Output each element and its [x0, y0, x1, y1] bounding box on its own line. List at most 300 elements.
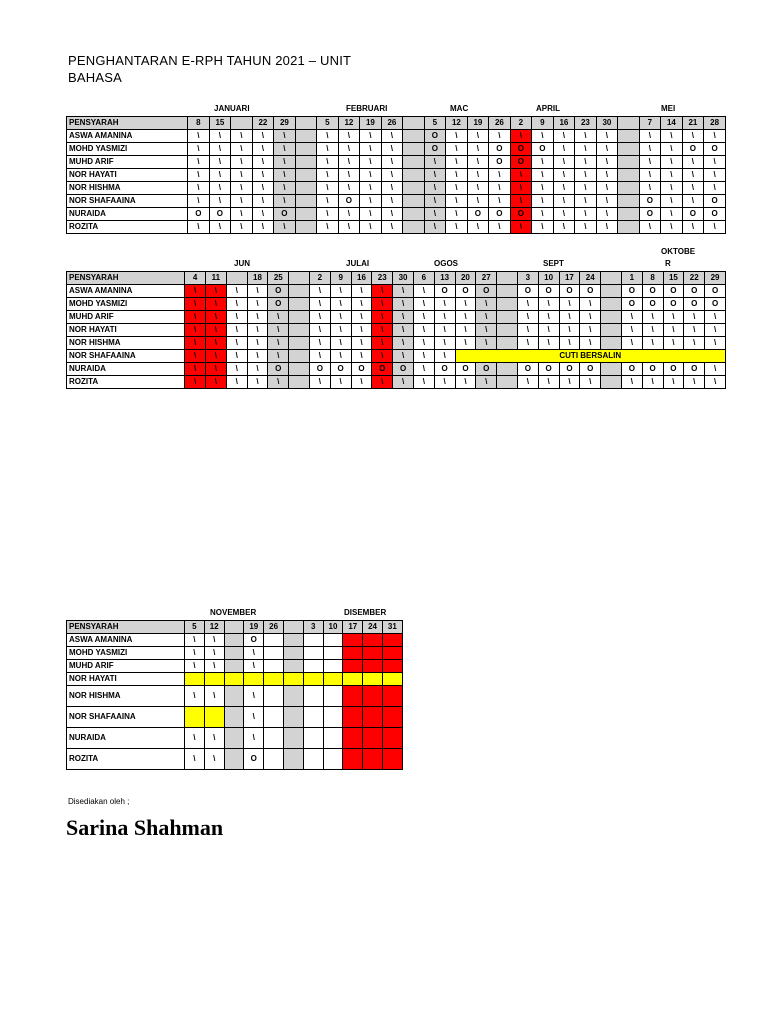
submission-cell: \	[682, 130, 704, 143]
submission-cell: \	[553, 143, 575, 156]
submission-cell	[185, 707, 205, 728]
submission-cell: \	[247, 363, 268, 376]
month-label: OKTOBE	[661, 247, 696, 256]
submission-cell: \	[231, 143, 253, 156]
submission-cell: \	[575, 143, 597, 156]
month-label: MAC	[450, 104, 469, 113]
submission-cell: \	[205, 363, 226, 376]
date-header-cell: 4	[185, 272, 206, 285]
submission-cell	[303, 707, 323, 728]
submission-cell: \	[596, 208, 618, 221]
submission-cell: \	[684, 324, 705, 337]
submission-cell	[382, 686, 402, 707]
title-line-1: PENGHANTARAN E-RPH TAHUN 2021 – UNIT	[68, 53, 352, 68]
submission-cell: \	[553, 182, 575, 195]
submission-cell: \	[226, 324, 247, 337]
submission-cell: \	[360, 195, 382, 208]
submission-cell: \	[317, 143, 339, 156]
header-row	[67, 117, 726, 130]
submission-cell: \	[185, 285, 206, 298]
submission-cell: \	[553, 156, 575, 169]
submission-cell	[497, 363, 518, 376]
submission-cell	[601, 311, 622, 324]
submission-cell	[264, 686, 284, 707]
submission-cell	[303, 634, 323, 647]
submission-cell: O	[510, 143, 532, 156]
submission-cell: \	[351, 324, 372, 337]
submission-cell	[224, 634, 244, 647]
lecturer-name: NURAIDA	[67, 208, 188, 221]
submission-cell: \	[204, 660, 224, 673]
table-row	[67, 156, 726, 169]
submission-cell: \	[661, 208, 683, 221]
submission-cell: \	[274, 130, 296, 143]
submission-cell	[289, 324, 310, 337]
table-row	[67, 311, 726, 324]
submission-cell: \	[553, 169, 575, 182]
submission-cell: \	[330, 337, 351, 350]
submission-cell	[289, 311, 310, 324]
submission-cell: \	[188, 130, 210, 143]
submission-cell	[289, 350, 310, 363]
submission-cell: O	[455, 285, 476, 298]
submission-cell	[497, 376, 518, 389]
submission-cell	[303, 686, 323, 707]
submission-cell	[363, 634, 383, 647]
submission-cell	[295, 169, 317, 182]
table-row	[67, 376, 726, 389]
submission-cell	[382, 660, 402, 673]
submission-cell	[289, 337, 310, 350]
submission-cell: \	[372, 324, 393, 337]
submission-cell: \	[639, 221, 661, 234]
date-header-cell: 24	[363, 621, 383, 634]
submission-cell: \	[252, 169, 274, 182]
submission-cell: O	[559, 363, 580, 376]
submission-cell: \	[538, 311, 559, 324]
submission-cell	[601, 324, 622, 337]
submission-cell: \	[309, 350, 330, 363]
submission-cell: \	[244, 707, 264, 728]
submission-cell: O	[705, 298, 726, 311]
submission-cell: \	[467, 143, 489, 156]
submission-cell: \	[317, 208, 339, 221]
submission-cell: \	[553, 130, 575, 143]
leave-cell	[382, 673, 402, 686]
submission-cell	[601, 337, 622, 350]
submission-cell: \	[639, 182, 661, 195]
date-header-cell	[295, 117, 317, 130]
submission-cell: \	[580, 298, 601, 311]
submission-cell: \	[704, 182, 726, 195]
submission-cell: \	[188, 169, 210, 182]
submission-cell: O	[489, 156, 511, 169]
submission-cell: \	[467, 156, 489, 169]
submission-cell: \	[434, 376, 455, 389]
submission-cell	[363, 749, 383, 770]
date-header-cell: 19	[244, 621, 264, 634]
submission-cell	[403, 130, 425, 143]
submission-cell: \	[532, 208, 554, 221]
submission-cell	[403, 182, 425, 195]
submission-cell	[343, 686, 363, 707]
submission-cell: \	[226, 285, 247, 298]
submission-cell	[224, 707, 244, 728]
table3-month-headers	[66, 608, 402, 620]
submission-cell: O	[639, 208, 661, 221]
lecturer-name: ASWA AMANINA	[67, 285, 185, 298]
submission-cell: \	[663, 376, 684, 389]
submission-cell	[618, 130, 640, 143]
date-header-cell: 1	[621, 272, 642, 285]
schedule-table-3	[66, 620, 403, 770]
submission-cell: \	[596, 221, 618, 234]
signature-name: Sarina Shahman	[66, 815, 224, 840]
submission-cell: O	[621, 363, 642, 376]
submission-cell: \	[455, 298, 476, 311]
submission-cell	[264, 707, 284, 728]
submission-cell	[403, 156, 425, 169]
date-header-cell: 17	[343, 621, 363, 634]
submission-cell	[497, 285, 518, 298]
submission-cell	[618, 221, 640, 234]
table-row	[67, 707, 403, 728]
lecturer-name: NOR SHAFAAINA	[67, 707, 185, 728]
submission-cell	[343, 660, 363, 673]
submission-cell: \	[596, 169, 618, 182]
submission-cell: \	[559, 298, 580, 311]
date-header-cell: 16	[351, 272, 372, 285]
submission-cell: \	[381, 143, 403, 156]
submission-cell: \	[381, 221, 403, 234]
submission-cell: \	[338, 221, 360, 234]
submission-cell: \	[338, 182, 360, 195]
submission-cell: \	[517, 376, 538, 389]
submission-cell: \	[705, 311, 726, 324]
submission-cell: \	[393, 298, 414, 311]
submission-cell: \	[360, 208, 382, 221]
submission-cell: \	[338, 169, 360, 182]
submission-cell	[343, 749, 363, 770]
submission-cell	[363, 647, 383, 660]
date-header-cell: 7	[639, 117, 661, 130]
submission-cell: \	[553, 208, 575, 221]
submission-cell: \	[538, 376, 559, 389]
lecturer-name: NOR SHAFAAINA	[67, 195, 188, 208]
header-row	[67, 621, 403, 634]
submission-cell	[283, 707, 303, 728]
submission-cell	[283, 686, 303, 707]
submission-cell: O	[188, 208, 210, 221]
submission-cell: \	[231, 156, 253, 169]
submission-cell: \	[247, 376, 268, 389]
table-row	[67, 298, 726, 311]
submission-cell: \	[532, 130, 554, 143]
submission-cell: \	[413, 363, 434, 376]
submission-cell: O	[621, 298, 642, 311]
submission-cell: \	[413, 285, 434, 298]
submission-cell	[295, 130, 317, 143]
submission-cell: O	[510, 208, 532, 221]
submission-cell: \	[188, 143, 210, 156]
table-row	[67, 634, 403, 647]
submission-cell	[289, 298, 310, 311]
submission-cell: \	[252, 130, 274, 143]
submission-cell: \	[330, 298, 351, 311]
submission-cell: O	[682, 143, 704, 156]
submission-cell: O	[309, 363, 330, 376]
submission-cell: \	[424, 221, 446, 234]
date-header-cell: 30	[596, 117, 618, 130]
submission-cell: \	[413, 298, 434, 311]
submission-cell: \	[185, 660, 205, 673]
leave-cell	[204, 673, 224, 686]
submission-cell	[264, 749, 284, 770]
submission-cell: \	[351, 311, 372, 324]
date-header-cell: 25	[268, 272, 289, 285]
submission-cell	[289, 376, 310, 389]
leave-cell	[185, 673, 205, 686]
submission-cell: \	[510, 182, 532, 195]
submission-cell: \	[360, 143, 382, 156]
submission-cell: \	[476, 337, 497, 350]
header-label: PENSYARAH	[67, 621, 185, 634]
date-header-cell: 16	[553, 117, 575, 130]
submission-cell: \	[553, 221, 575, 234]
date-header-cell: 22	[684, 272, 705, 285]
date-header-cell: 27	[476, 272, 497, 285]
submission-cell: \	[231, 130, 253, 143]
document-title	[68, 52, 351, 86]
header-label: PENSYARAH	[67, 272, 185, 285]
submission-cell: \	[455, 337, 476, 350]
submission-cell: \	[510, 130, 532, 143]
lecturer-name: ASWA AMANINA	[67, 130, 188, 143]
date-header-cell: 26	[381, 117, 403, 130]
submission-cell: \	[381, 182, 403, 195]
submission-cell: \	[317, 130, 339, 143]
submission-cell: \	[330, 285, 351, 298]
date-header-cell: 23	[575, 117, 597, 130]
submission-cell: \	[247, 285, 268, 298]
submission-cell	[382, 749, 402, 770]
submission-cell: \	[621, 337, 642, 350]
submission-cell: \	[517, 337, 538, 350]
submission-cell: \	[247, 311, 268, 324]
submission-cell: \	[639, 169, 661, 182]
submission-cell	[497, 337, 518, 350]
month-label: JULAI	[346, 259, 370, 268]
submission-cell: \	[704, 169, 726, 182]
submission-cell	[618, 156, 640, 169]
submission-cell	[323, 686, 343, 707]
submission-cell: \	[381, 130, 403, 143]
submission-cell: \	[247, 324, 268, 337]
submission-cell: \	[372, 298, 393, 311]
submission-cell: \	[205, 311, 226, 324]
date-header-cell: 15	[209, 117, 231, 130]
submission-cell: \	[476, 298, 497, 311]
submission-cell: \	[575, 156, 597, 169]
submission-cell	[283, 660, 303, 673]
date-header-cell	[601, 272, 622, 285]
submission-cell: \	[393, 376, 414, 389]
month-label: OGOS	[434, 259, 459, 268]
submission-cell: \	[596, 182, 618, 195]
submission-cell: \	[575, 221, 597, 234]
submission-cell: \	[317, 221, 339, 234]
submission-cell: \	[247, 350, 268, 363]
submission-cell: \	[434, 350, 455, 363]
submission-cell: \	[231, 208, 253, 221]
submission-cell: O	[268, 363, 289, 376]
submission-cell: \	[434, 337, 455, 350]
submission-cell: \	[661, 156, 683, 169]
submission-cell: \	[682, 195, 704, 208]
submission-cell: \	[351, 337, 372, 350]
submission-cell	[303, 749, 323, 770]
date-header-cell: 12	[204, 621, 224, 634]
submission-cell	[403, 143, 425, 156]
month-label: R	[665, 259, 671, 268]
submission-cell: \	[559, 337, 580, 350]
table1-month-headers	[66, 104, 726, 116]
date-header-cell: 19	[360, 117, 382, 130]
date-header-cell	[497, 272, 518, 285]
submission-cell	[618, 182, 640, 195]
leave-cell	[303, 673, 323, 686]
submission-cell: \	[424, 208, 446, 221]
date-header-cell	[618, 117, 640, 130]
submission-cell: \	[580, 376, 601, 389]
submission-cell: \	[268, 350, 289, 363]
submission-cell: \	[209, 156, 231, 169]
lecturer-name: MOHD YASMIZI	[67, 298, 185, 311]
submission-cell: \	[244, 660, 264, 673]
submission-cell	[303, 728, 323, 749]
submission-cell: \	[413, 376, 434, 389]
table-row	[67, 749, 403, 770]
submission-cell: O	[467, 208, 489, 221]
submission-cell	[323, 660, 343, 673]
submission-cell: O	[424, 143, 446, 156]
submission-cell: \	[252, 208, 274, 221]
leave-cell	[283, 673, 303, 686]
submission-cell: \	[393, 350, 414, 363]
submission-cell: \	[476, 324, 497, 337]
submission-cell	[618, 195, 640, 208]
submission-cell: O	[642, 285, 663, 298]
date-header-cell: 8	[188, 117, 210, 130]
submission-cell: \	[185, 728, 205, 749]
leave-cell	[363, 673, 383, 686]
submission-cell: \	[274, 156, 296, 169]
submission-cell: \	[532, 221, 554, 234]
submission-cell	[363, 728, 383, 749]
submission-cell	[303, 647, 323, 660]
submission-cell: O	[684, 285, 705, 298]
date-header-cell: 6	[413, 272, 434, 285]
submission-cell: O	[274, 208, 296, 221]
submission-cell: O	[517, 285, 538, 298]
submission-cell: \	[575, 195, 597, 208]
submission-cell: \	[596, 156, 618, 169]
submission-cell: \	[381, 208, 403, 221]
submission-cell: \	[446, 156, 468, 169]
date-header-cell: 5	[424, 117, 446, 130]
header-row	[67, 272, 726, 285]
submission-cell	[343, 728, 363, 749]
submission-cell: O	[684, 298, 705, 311]
submission-cell: \	[446, 182, 468, 195]
submission-cell: \	[642, 337, 663, 350]
submission-cell	[403, 169, 425, 182]
submission-cell: \	[704, 130, 726, 143]
submission-cell: \	[532, 169, 554, 182]
submission-cell: \	[517, 298, 538, 311]
month-label: JUN	[234, 259, 251, 268]
submission-cell	[283, 634, 303, 647]
lecturer-name: NOR SHAFAAINA	[67, 350, 185, 363]
submission-cell: \	[360, 156, 382, 169]
submission-cell	[323, 728, 343, 749]
submission-cell	[303, 660, 323, 673]
table-row	[67, 673, 403, 686]
submission-cell: \	[424, 169, 446, 182]
submission-cell: \	[188, 156, 210, 169]
table-row	[67, 285, 726, 298]
submission-cell: \	[642, 311, 663, 324]
submission-cell	[283, 728, 303, 749]
submission-cell: O	[639, 195, 661, 208]
submission-cell: O	[393, 363, 414, 376]
month-label: FEBRUARI	[346, 104, 388, 113]
submission-cell: \	[553, 195, 575, 208]
submission-cell: \	[663, 337, 684, 350]
date-header-cell: 12	[446, 117, 468, 130]
submission-cell: \	[413, 324, 434, 337]
lecturer-name: NOR HISHMA	[67, 686, 185, 707]
date-header-cell: 3	[517, 272, 538, 285]
submission-cell: O	[621, 285, 642, 298]
date-header-cell: 29	[705, 272, 726, 285]
submission-cell: O	[538, 285, 559, 298]
submission-cell: \	[580, 324, 601, 337]
submission-cell: O	[538, 363, 559, 376]
leave-cell	[224, 673, 244, 686]
submission-cell: \	[338, 143, 360, 156]
submission-cell: \	[309, 324, 330, 337]
submission-cell: \	[274, 182, 296, 195]
submission-cell: \	[684, 376, 705, 389]
submission-cell: \	[538, 337, 559, 350]
submission-cell	[343, 707, 363, 728]
date-header-cell	[283, 621, 303, 634]
submission-cell: \	[413, 311, 434, 324]
submission-cell: \	[226, 337, 247, 350]
submission-cell: \	[252, 143, 274, 156]
submission-cell: \	[244, 728, 264, 749]
lecturer-name: MOHD YASMIZI	[67, 143, 188, 156]
submission-cell: \	[575, 130, 597, 143]
submission-cell: \	[639, 156, 661, 169]
submission-cell: \	[252, 221, 274, 234]
submission-cell: \	[204, 686, 224, 707]
submission-cell: \	[185, 647, 205, 660]
submission-cell: \	[510, 221, 532, 234]
lecturer-name: ROZITA	[67, 376, 185, 389]
submission-cell: \	[188, 182, 210, 195]
